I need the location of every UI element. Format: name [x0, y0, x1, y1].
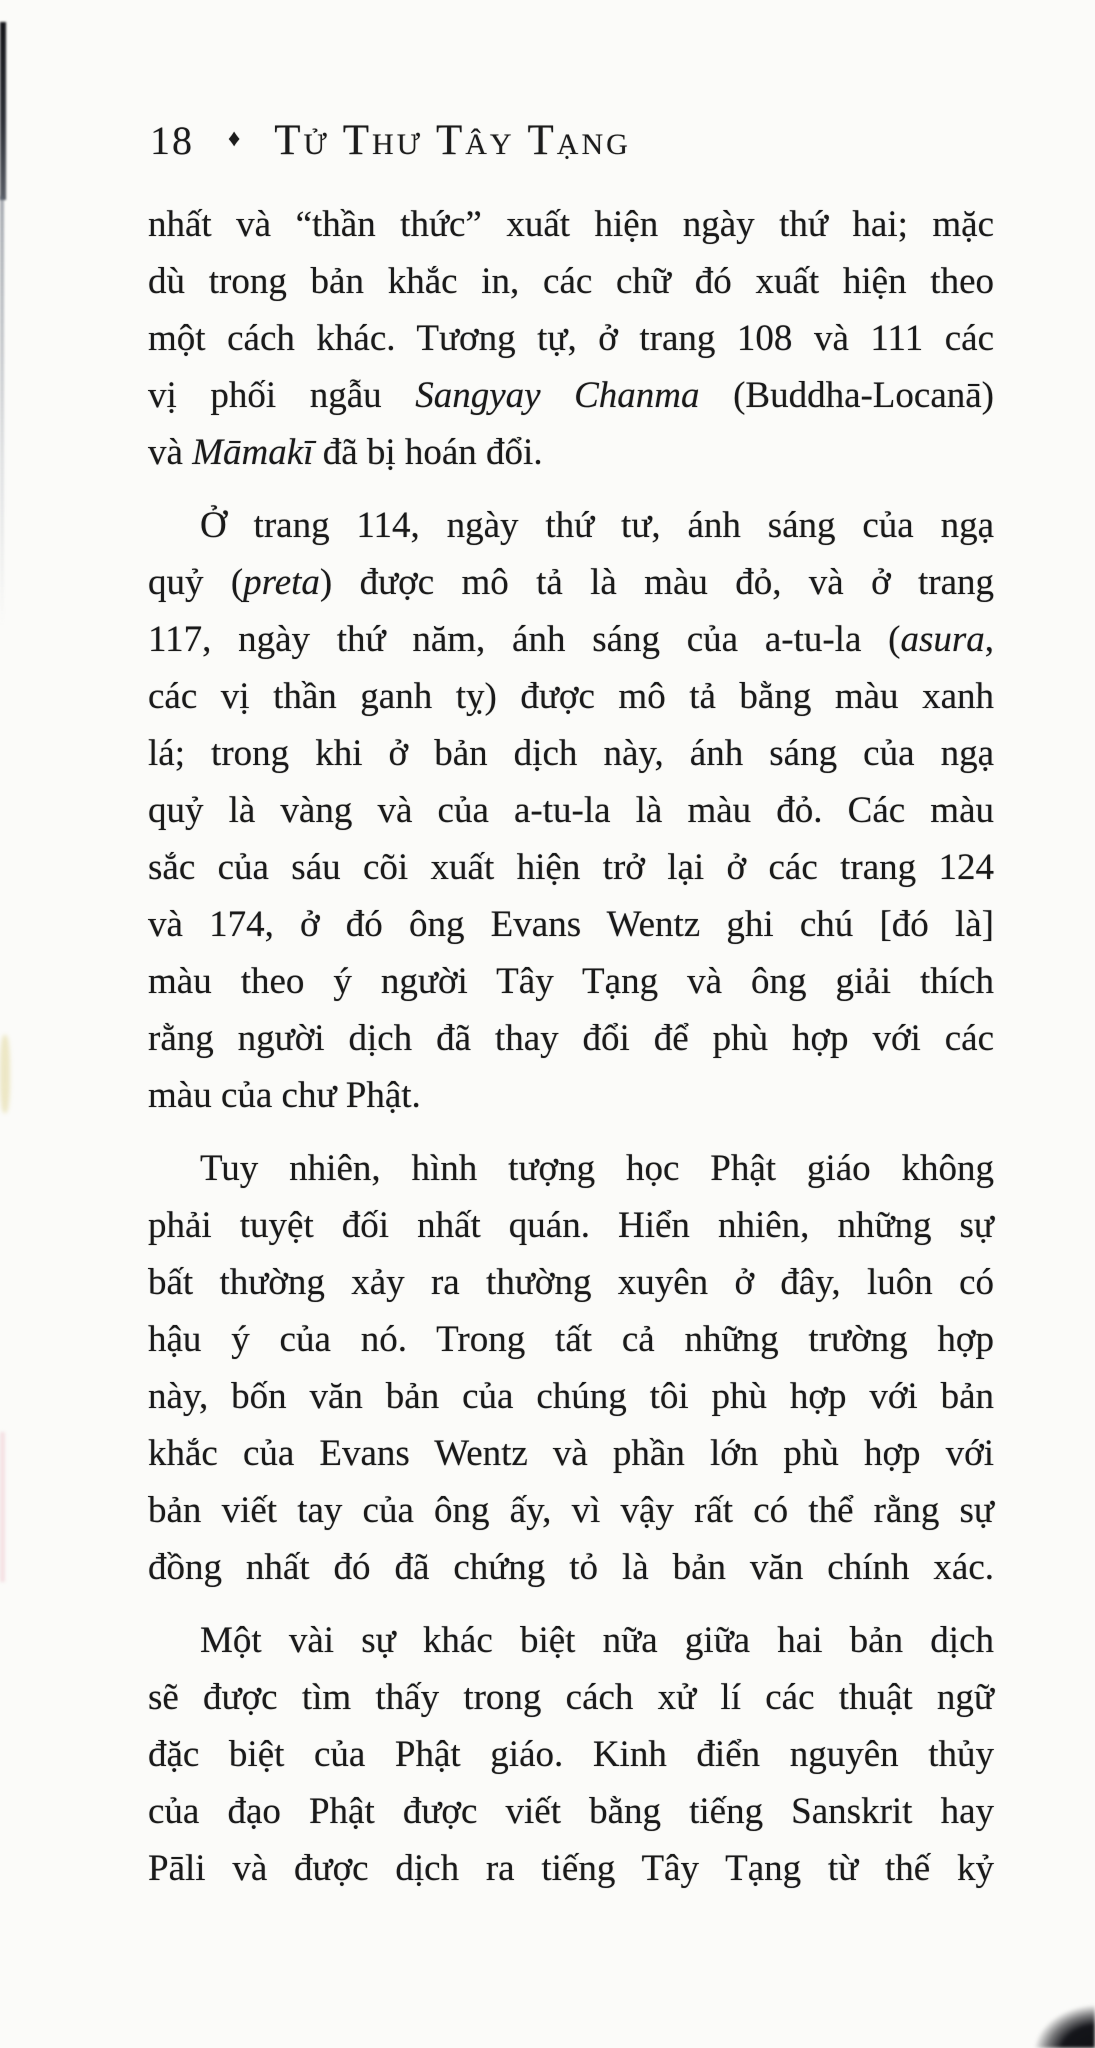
text-segment: vị phối ngẫu [148, 375, 416, 416]
scan-edge-pink-smudge [0, 1432, 5, 1582]
text-line [148, 1726, 994, 1783]
text-segment: nhất và “thần thức” xuất hiện ngày thứ hai; mặc [148, 204, 994, 245]
text-line [148, 1840, 994, 1897]
text-line [148, 424, 994, 481]
text-segment: rằng người dịch đã thay đổi để phù hợp với các [148, 1018, 994, 1059]
text-segment: Pāli và được dịch ra tiếng Tây Tạng từ thế kỷ [148, 1848, 994, 1889]
text-segment: Một vài sự khác biệt nữa giữa hai bản dịch [200, 1620, 994, 1661]
text-line [148, 1254, 994, 1311]
text-segment: của đạo Phật được viết bằng tiếng Sanskrit hay [148, 1791, 994, 1832]
scan-edge-bar-artifact [0, 22, 6, 200]
text-segment: ) được mô tả là màu đỏ, và ở trang [319, 562, 994, 603]
text-segment: Ở trang 114, ngày thứ tư, ánh sáng của ngạ [200, 505, 994, 546]
text-line [148, 1010, 994, 1067]
text-segment: đã bị hoán đổi. [313, 432, 543, 473]
text-segment: quỷ là vàng và của a-tu-la là màu đỏ. Các màu [148, 790, 994, 831]
text-line [148, 1197, 994, 1254]
page-number: 18 [150, 118, 194, 163]
paragraph [148, 1140, 994, 1596]
text-line [148, 1067, 994, 1124]
text-line [148, 953, 994, 1010]
paragraph [148, 1612, 994, 1897]
text-line [148, 611, 994, 668]
text-segment: Tuy nhiên, hình tượng học Phật giáo không [200, 1148, 994, 1189]
text-line [148, 497, 994, 554]
text-segment: lá; trong khi ở bản dịch này, ánh sáng của ngạ [148, 733, 994, 774]
text-line [148, 1425, 994, 1482]
text-segment: đồng nhất đó đã chứng tỏ là bản văn chính xác. [148, 1547, 994, 1588]
diamond-separator-icon: ♦ [228, 125, 241, 152]
text-line [148, 896, 994, 953]
text-line [148, 253, 994, 310]
text-line [148, 725, 994, 782]
text-segment: hậu ý của nó. Trong tất cả những trường hợp [148, 1319, 994, 1360]
scan-edge-yellow-smudge [0, 1035, 10, 1113]
text-segment: sẽ được tìm thấy trong cách xử lí các thuật ngữ [148, 1677, 994, 1718]
text-segment: bất thường xảy ra thường xuyên ở đây, luôn có [148, 1262, 994, 1303]
scan-edge-faint-line-artifact [0, 196, 4, 626]
text-line [148, 367, 994, 424]
italic-term: asura [900, 619, 985, 660]
text-line [148, 1612, 994, 1669]
text-segment: , [984, 619, 994, 660]
text-segment: màu theo ý người Tây Tạng và ông giải thích [148, 961, 994, 1002]
text-line [148, 196, 994, 253]
text-segment: và [148, 432, 193, 473]
text-line [148, 1368, 994, 1425]
text-segment: và 174, ở đó ông Evans Wentz ghi chú [đó là] [148, 904, 994, 945]
italic-term: Māmakī [192, 432, 314, 473]
text-segment: phải tuyệt đối nhất quán. Hiển nhiên, những sự [148, 1205, 994, 1246]
text-line [148, 554, 994, 611]
italic-term: Sangyay Chanma [415, 375, 700, 416]
text-line [148, 1669, 994, 1726]
text-line [148, 1140, 994, 1197]
text-line [148, 839, 994, 896]
text-line [148, 668, 994, 725]
text-segment: đặc biệt của Phật giáo. Kinh điển nguyên thủy [148, 1734, 994, 1775]
text-line [148, 1783, 994, 1840]
text-segment: các vị thần ganh tỵ) được mô tả bằng màu xanh [148, 676, 994, 717]
text-segment: 117, ngày thứ năm, ánh sáng của a-tu-la ( [148, 619, 901, 660]
text-segment: một cách khác. Tương tự, ở trang 108 và 111 các [148, 318, 994, 359]
paragraph [148, 497, 994, 1124]
text-block [148, 196, 994, 1913]
text-segment: này, bốn văn bản của chúng tôi phù hợp với bản [148, 1376, 994, 1417]
text-segment: dù trong bản khắc in, các chữ đó xuất hiện theo [148, 261, 994, 302]
text-segment: quỷ ( [148, 562, 244, 603]
running-title: Tử Thư Tây Tạng [274, 117, 631, 164]
page-header [150, 116, 631, 165]
text-segment: màu của chư Phật. [148, 1075, 421, 1116]
text-segment: khắc của Evans Wentz và phần lớn phù hợp với [148, 1433, 994, 1474]
text-line [148, 1311, 994, 1368]
text-segment: sắc của sáu cõi xuất hiện trở lại ở các trang 124 [148, 847, 994, 888]
italic-term: preta [243, 562, 320, 603]
text-line [148, 782, 994, 839]
text-segment: bản viết tay của ông ấy, vì vậy rất có thể rằng sự [148, 1490, 994, 1531]
text-line [148, 1482, 994, 1539]
text-line [148, 310, 994, 367]
text-segment: (Buddha-Locanā) [699, 375, 994, 416]
page-curl-shadow [1019, 1996, 1095, 2048]
text-line [148, 1539, 994, 1596]
paragraph [148, 196, 994, 481]
